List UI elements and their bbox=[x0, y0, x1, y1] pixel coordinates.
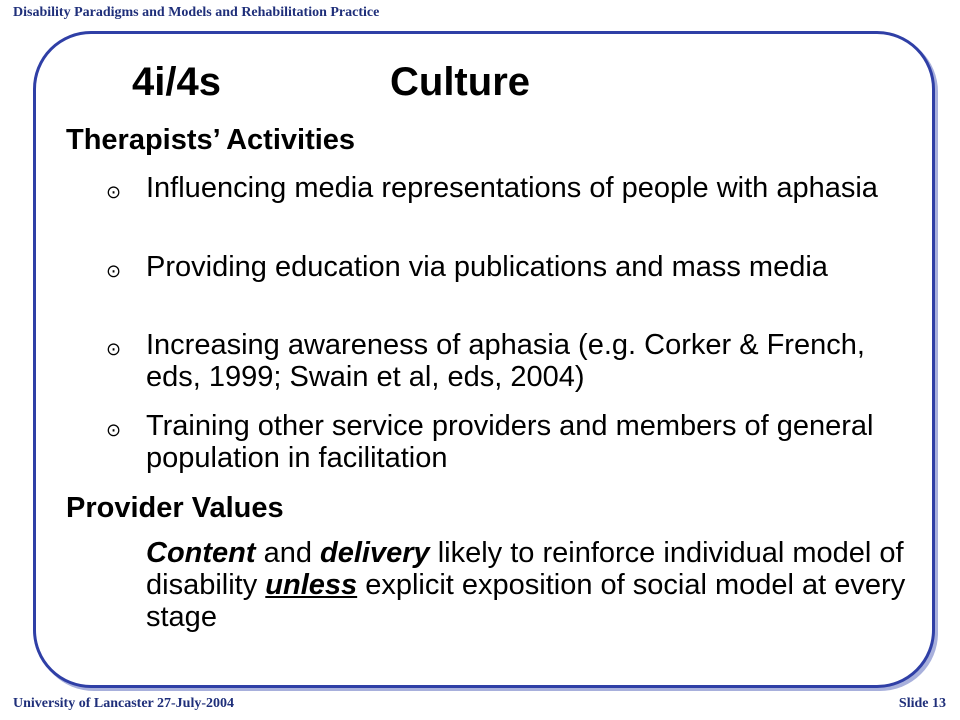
bullet-circle-icon: ⊙ bbox=[106, 182, 122, 202]
slide-title bbox=[0, 58, 960, 106]
bullet-item bbox=[106, 410, 896, 474]
bullet-circle-icon: ⊙ bbox=[106, 339, 122, 359]
bullet-text: Training other service providers and members of general population in facilitation bbox=[146, 410, 874, 474]
slide-title-code: 4i/4s bbox=[132, 60, 221, 104]
bullet-text: Providing education via publications and mass media bbox=[146, 251, 828, 283]
slide-title-topic: Culture bbox=[390, 60, 530, 104]
bullet-text: Increasing awareness of aphasia (e.g. Corker & French, eds, 1999; Swain et al, eds, 2004) bbox=[146, 329, 865, 393]
paragraph-text: likely to reinforce individual model of disability bbox=[146, 537, 904, 601]
presentation-header: Disability Paradigms and Models and Rehabilitation Practice bbox=[13, 5, 380, 20]
footer-slide-number: Slide 13 bbox=[898, 696, 946, 711]
paragraph-text: explicit exposition of social model at every stage bbox=[146, 569, 906, 633]
provider-values-paragraph bbox=[146, 537, 906, 633]
bullet-item bbox=[106, 172, 896, 204]
emphasis-unless: unless bbox=[265, 569, 358, 601]
emphasis-content: Content bbox=[146, 537, 256, 569]
footer-institution-date: University of Lancaster 27-July-2004 bbox=[13, 696, 234, 711]
section-heading-therapists-activities: Therapists’ Activities bbox=[66, 124, 356, 156]
bullet-text: Influencing media representations of people with aphasia bbox=[146, 172, 878, 204]
bullet-circle-icon: ⊙ bbox=[106, 261, 122, 281]
section-heading-provider-values: Provider Values bbox=[66, 492, 284, 524]
bullet-circle-icon: ⊙ bbox=[106, 420, 122, 440]
emphasis-delivery: delivery bbox=[320, 537, 430, 569]
paragraph-text: and bbox=[255, 537, 321, 569]
bullet-item bbox=[106, 251, 896, 283]
bullet-item bbox=[106, 329, 896, 393]
